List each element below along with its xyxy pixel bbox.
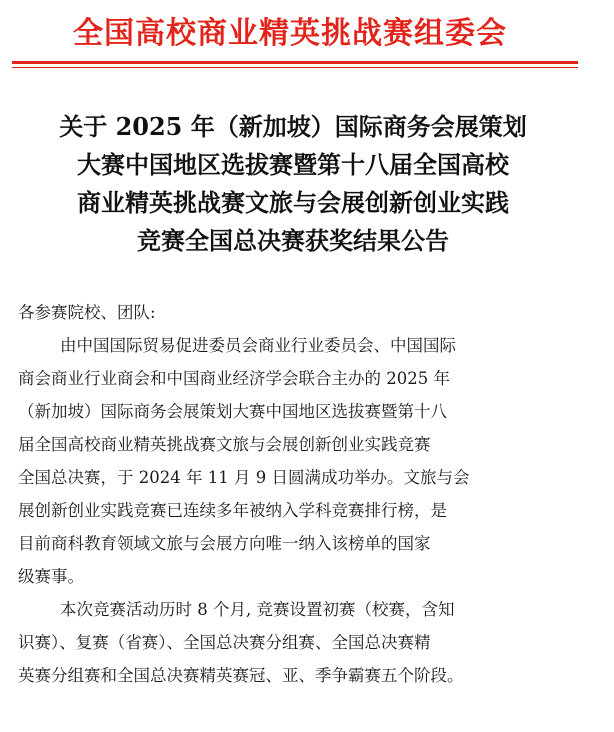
- paragraph-line: 商会商业行业商会和中国商业经济学会联合主办的 2025 年: [18, 369, 450, 388]
- title-line: 关于 2025 年（新加坡）国际商务会展策划: [59, 112, 527, 141]
- paragraph-line: 由中国国际贸易促进委员会商业行业委员会、中国国际: [60, 336, 456, 355]
- paragraph-line: 识赛）、复赛（省赛）、全国总决赛分组赛、全国总决赛精: [18, 633, 431, 652]
- paragraph-line: 届全国高校商业精英挑战赛文旅与会展创新创业实践竞赛: [18, 435, 431, 454]
- masthead-title: 全国高校商业精英挑战赛组委会: [73, 16, 507, 51]
- paragraph-line: 英赛分组赛和全国总决赛精英赛冠、亚、季争霸赛五个阶段。: [18, 666, 464, 685]
- paragraph-line: 目前商科教育领域文旅与会展方向唯一纳入该榜单的国家: [18, 534, 431, 553]
- masthead-rule-thick: [12, 61, 578, 64]
- paragraph-line: 本次竞赛活动历时 8 个月, 竞赛设置初赛（校赛，含知: [60, 600, 455, 619]
- paragraph-line: 级赛事。: [18, 567, 84, 586]
- salutation: 各参赛院校、团队:: [18, 303, 156, 322]
- paragraph-line: （新加坡）国际商务会展策划大赛中国地区选拔赛暨第十八: [18, 402, 447, 421]
- paragraph-line: 展创新创业实践竞赛已连续多年被纳入学科竞赛排行榜，是: [18, 501, 447, 520]
- document-body: [18, 296, 586, 692]
- masthead-rule-thin: [12, 67, 578, 68]
- title-line: 竞赛全国总决赛获奖结果公告: [137, 226, 449, 255]
- title-line: 大赛中国地区选拔赛暨第十八届全国高校: [77, 150, 509, 179]
- document-title: [8, 108, 578, 260]
- paragraph-line: 全国总决赛，于 2024 年 11 月 9 日圆满成功举办。文旅与会: [18, 468, 470, 487]
- title-line: 商业精英挑战赛文旅与会展创新创业实践: [77, 188, 509, 217]
